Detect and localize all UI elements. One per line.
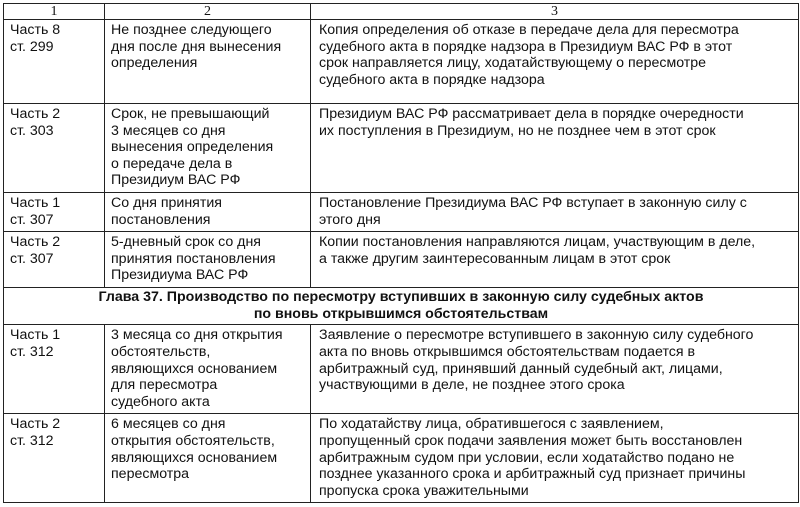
term-line: Президиума ВАС РФ <box>111 267 249 284</box>
column-header-2: 2 <box>105 4 311 20</box>
term-line: принятия постановления <box>111 250 276 267</box>
term-cell <box>105 193 311 232</box>
term-cell <box>105 232 311 288</box>
description-cell <box>311 414 799 503</box>
article-line: ст. 307 <box>10 250 54 267</box>
article-line: Часть 2 <box>10 416 61 433</box>
term-line: 6 месяцев со дня <box>111 416 226 433</box>
column-header-1: 1 <box>4 4 105 20</box>
description-cell <box>311 20 799 104</box>
article-line: Часть 1 <box>10 195 61 211</box>
description-line: По ходатайству лица, обратившегося с заявлением, <box>319 416 664 433</box>
header-row <box>4 4 799 20</box>
term-line: обстоятельств, <box>111 343 211 360</box>
term-line: о передаче дела в <box>111 155 233 172</box>
section-heading <box>4 288 799 325</box>
article-line: Часть 2 <box>10 234 61 251</box>
term-line: дня после дня вынесения <box>111 38 282 55</box>
term-line: Срок, не превышающий <box>111 106 270 122</box>
description-cell <box>311 232 799 288</box>
term-line: для пересмотра <box>111 377 218 394</box>
description-line: срок направляется лицу, ходатайствующему о пересмотре <box>319 55 707 72</box>
article-cell <box>4 232 105 288</box>
description-line: судебного акта в порядке надзора в Президиум ВАС РФ в этот <box>319 38 733 55</box>
term-line: постановления <box>111 211 211 228</box>
article-line: ст. 312 <box>10 343 54 360</box>
article-line: Часть 8 <box>10 22 61 38</box>
article-cell <box>4 414 105 503</box>
article-line: ст. 299 <box>10 38 54 55</box>
term-line: судебного акта <box>111 393 210 410</box>
description-line: арбитражный суд, принявший данный судебный акт, лицами, <box>319 360 723 377</box>
description-line: акта по вновь открывшимся обстоятельствам подается в <box>319 343 696 360</box>
article-cell <box>4 325 105 414</box>
term-line: являющихся основанием <box>111 360 278 377</box>
description-line: участвующими в деле, не позднее этого срока <box>319 377 625 394</box>
table-row <box>4 20 799 104</box>
term-cell <box>105 325 311 414</box>
section-heading-line: по вновь открывшимся обстоятельствам <box>253 305 549 322</box>
term-line: являющихся основанием <box>111 449 278 466</box>
description-line: позднее указанного срока и арбитражный суд признает причины <box>319 466 746 483</box>
table-row <box>4 325 799 414</box>
term-line: определения <box>111 55 198 72</box>
table-row <box>4 104 799 193</box>
table-row <box>4 193 799 232</box>
description-line: их поступления в Президиум, но не позднее чем в этот срок <box>319 122 716 139</box>
description-cell <box>311 104 799 193</box>
term-line: Не позднее следующего <box>111 22 272 38</box>
article-line: Часть 2 <box>10 106 61 122</box>
description-line: Копии постановления направляются лицам, участвующим в деле, <box>319 234 756 251</box>
article-line: ст. 312 <box>10 432 54 449</box>
description-line: пропущенный срок подачи заявления может быть восстановлен <box>319 432 743 449</box>
article-line: Часть 1 <box>10 327 61 344</box>
article-line: ст. 303 <box>10 122 54 139</box>
term-line: 3 месяцев со дня <box>111 122 226 139</box>
description-line: Копия определения об отказе в передаче дела для пересмотра <box>319 22 739 38</box>
section-heading-row <box>4 288 799 325</box>
description-line: Постановление Президиума ВАС РФ вступает в законную силу с <box>319 195 747 211</box>
term-line: 5-дневный срок со дня <box>111 234 261 251</box>
description-line: Заявление о пересмотре вступившего в законную силу судебного <box>319 327 754 344</box>
table-row <box>4 414 799 503</box>
article-cell <box>4 20 105 104</box>
article-cell <box>4 104 105 193</box>
table-row <box>4 232 799 288</box>
term-line: пересмотра <box>111 466 190 483</box>
term-cell <box>105 414 311 503</box>
description-line: этого дня <box>319 211 381 228</box>
description-line: а также другим заинтересованным лицам в этот срок <box>319 250 671 267</box>
term-line: Президиум ВАС РФ <box>111 172 241 189</box>
section-heading-line: Глава 37. Производство по пересмотру вступивших в законную силу судебных актов <box>98 289 704 306</box>
term-line: 3 месяца со дня открытия <box>111 327 283 344</box>
description-line: арбитражным судом при условии, если ходатайство подано не <box>319 449 735 466</box>
description-cell <box>311 193 799 232</box>
term-cell <box>105 104 311 193</box>
description-line: судебного акта в порядке надзора <box>319 71 545 88</box>
term-cell <box>105 20 311 104</box>
column-header-3: 3 <box>311 4 799 20</box>
deadlines-table <box>3 3 799 503</box>
term-line: открытия обстоятельств, <box>111 432 275 449</box>
term-line: вынесения определения <box>111 139 274 156</box>
term-line: Со дня принятия <box>111 195 222 211</box>
description-line: Президиум ВАС РФ рассматривает дела в порядке очередности <box>319 106 744 122</box>
description-line: пропуска срока уважительными <box>319 482 529 499</box>
description-cell <box>311 325 799 414</box>
article-line: ст. 307 <box>10 211 54 228</box>
article-cell <box>4 193 105 232</box>
